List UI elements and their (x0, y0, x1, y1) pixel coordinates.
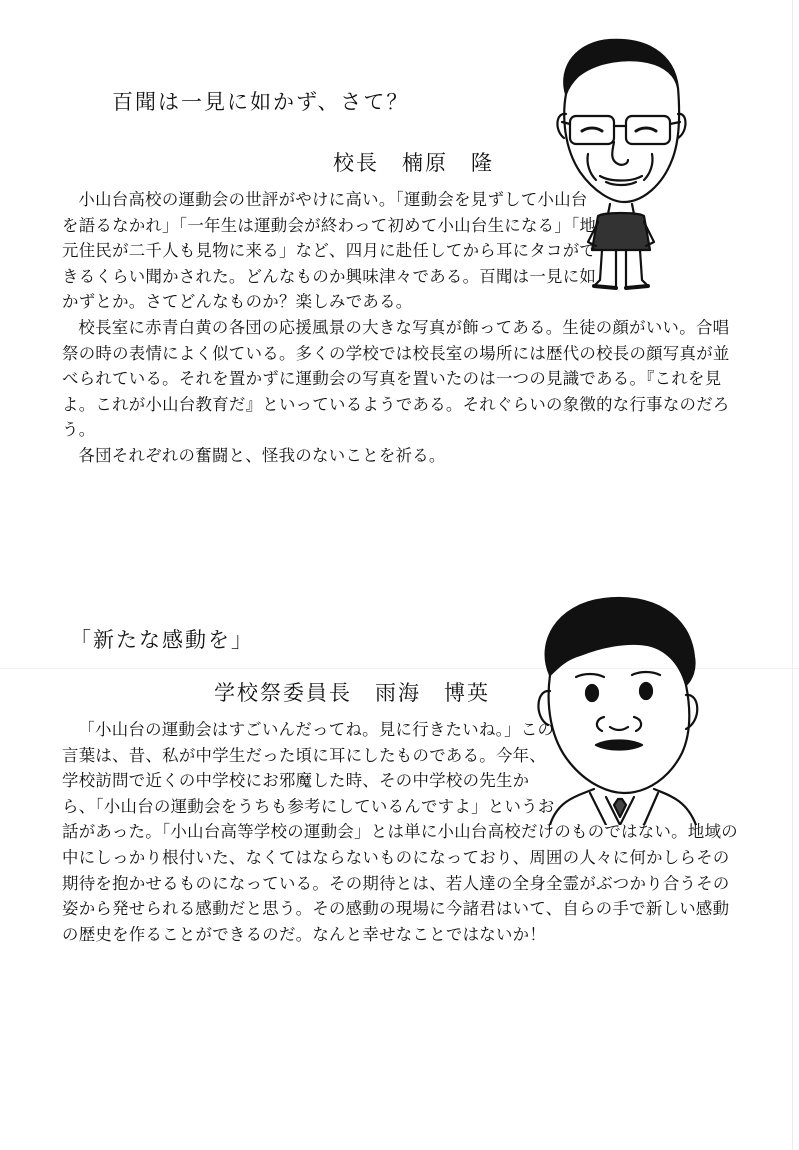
section1-paragraph: 校長室に赤青白黄の各団の応援風景の大きな写真が飾ってある。生徒の顔がいい。合唱祭の時の表情によく似ている。多くの学校では校長室の場所には歴代の校長の顔写真が並べられている。それを置かずに運動会の写真を置いたのは一つの見識である。『これを見よ。これが小山台教育だ』といっているようである。それぐらいの象徴的な行事なのだろう。 (62, 317, 730, 440)
section1-body (62, 187, 742, 469)
section2-body (62, 717, 742, 947)
section1-paragraph: 各団それぞれの奮闘と、怪我のないことを祈る。 (78, 445, 446, 465)
section1-author: 校長 楠原 隆 (333, 151, 494, 175)
page-edge (792, 0, 793, 1150)
float-spacer (556, 717, 742, 819)
section2-paragraph: 「小山台の運動会はすごいんだってね。見に行きたいね。」この言葉は、昔、私が中学生だった頃に耳にしたものである。今年、学校訪問で近くの中学校にお邪魔した時、その中学校の先生から、「小山台の運動会をうちも参考にしているんですよ」というお話があった。「小山台高等学校の運動会」とは単に小山台高校だけのものではない。地域の中にしっかり根付いた、なくてはならないものになっており、周囲の人々に何かしらその期待を抱かせるものになっている。その期待とは、若人達の全身全霊がぶつかり合うその姿から発せられる感動だと思う。その感動の現場に今諸君はいて、自らの手で新しい感動の歴史を作ることができるのだ。なんと幸せなことではないか！ (62, 720, 738, 944)
section2-author: 学校祭委員長 雨海 博英 (214, 681, 490, 705)
section1-paragraph: 小山台高校の運動会の世評がやけに高い。「運動会を見ずして小山台を語るなかれ」「一年生は運動会が終わって初めて小山台生になる」「地元住民が二千人も見物に来る」など、四月に赴任してから耳にタコができるくらい聞かされた。どんなものか興味津々である。百聞は一見に如かずとか。さてどんなものか？楽しみである。 (62, 190, 597, 312)
float-spacer (600, 187, 742, 289)
section2-title: 「新たな感動を」 (70, 628, 254, 652)
section1-title: 百聞は一見に如かず、さて？ (112, 90, 410, 114)
